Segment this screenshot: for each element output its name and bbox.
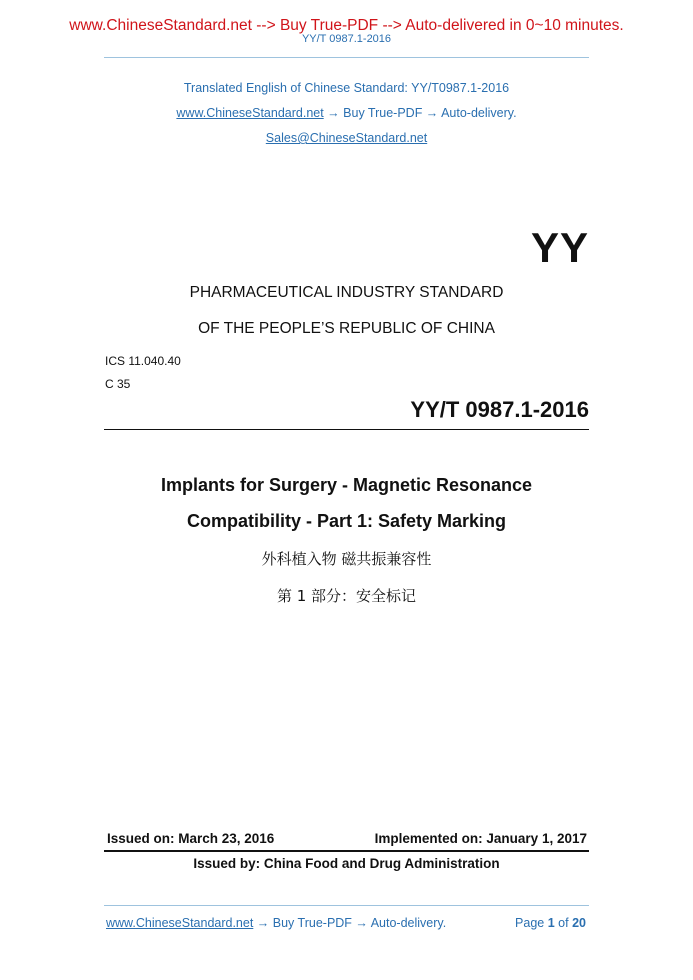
industry-line-1: PHARMACEUTICAL INDUSTRY STANDARD bbox=[189, 284, 504, 301]
header-divider bbox=[104, 57, 589, 58]
title-divider bbox=[104, 429, 589, 430]
site-link[interactable]: www.ChineseStandard.net bbox=[176, 106, 324, 120]
issue-divider bbox=[104, 850, 589, 852]
running-header-code: YY/T 0987.1-2016 bbox=[301, 33, 392, 45]
footer-site-suffix: → Buy True-PDF → Auto-delivery. bbox=[253, 916, 447, 930]
page-number: 1 bbox=[547, 916, 555, 930]
page-indicator bbox=[515, 916, 586, 930]
industry-line-2: OF THE PEOPLE’S REPUBLIC OF CHINA bbox=[198, 320, 495, 337]
issued-by: Issued by: China Food and Drug Administration bbox=[193, 856, 500, 871]
email-line bbox=[0, 131, 693, 145]
standard-mark: YY bbox=[530, 224, 589, 271]
ccs-code: C 35 bbox=[105, 377, 131, 391]
footer-divider bbox=[104, 905, 589, 906]
issued-on: Issued on: March 23, 2016 bbox=[107, 831, 275, 846]
translated-line: Translated English of Chinese Standard: YY/T0987.1-2016 bbox=[183, 81, 510, 95]
implemented-on: Implemented on: January 1, 2017 bbox=[374, 831, 587, 846]
title-cn-line-2: 第 1 部分：安全标记 bbox=[276, 587, 417, 605]
page-label: Page bbox=[515, 916, 545, 930]
site-line bbox=[0, 106, 693, 120]
site-suffix: → Buy True-PDF → Auto-delivery. bbox=[323, 106, 517, 120]
ics-code: ICS 11.040.40 bbox=[105, 354, 181, 368]
title-en-line-1: Implants for Surgery - Magnetic Resonance bbox=[160, 475, 533, 495]
footer-site-line bbox=[106, 916, 446, 930]
page-total: 20 bbox=[572, 916, 586, 930]
title-en-line-2: Compatibility - Part 1: Safety Marking bbox=[186, 511, 507, 531]
standard-number: YY/T 0987.1-2016 bbox=[410, 397, 589, 422]
promo-banner[interactable]: www.ChineseStandard.net --> Buy True-PDF --> Auto-delivered in 0~10 minutes. bbox=[69, 17, 624, 34]
of-label: of bbox=[558, 916, 569, 930]
title-cn-line-1: 外科植入物 磁共振兼容性 bbox=[261, 550, 432, 568]
footer-site-link[interactable]: www.ChineseStandard.net bbox=[106, 916, 254, 930]
email-link[interactable]: Sales@ChineseStandard.net bbox=[265, 131, 428, 145]
